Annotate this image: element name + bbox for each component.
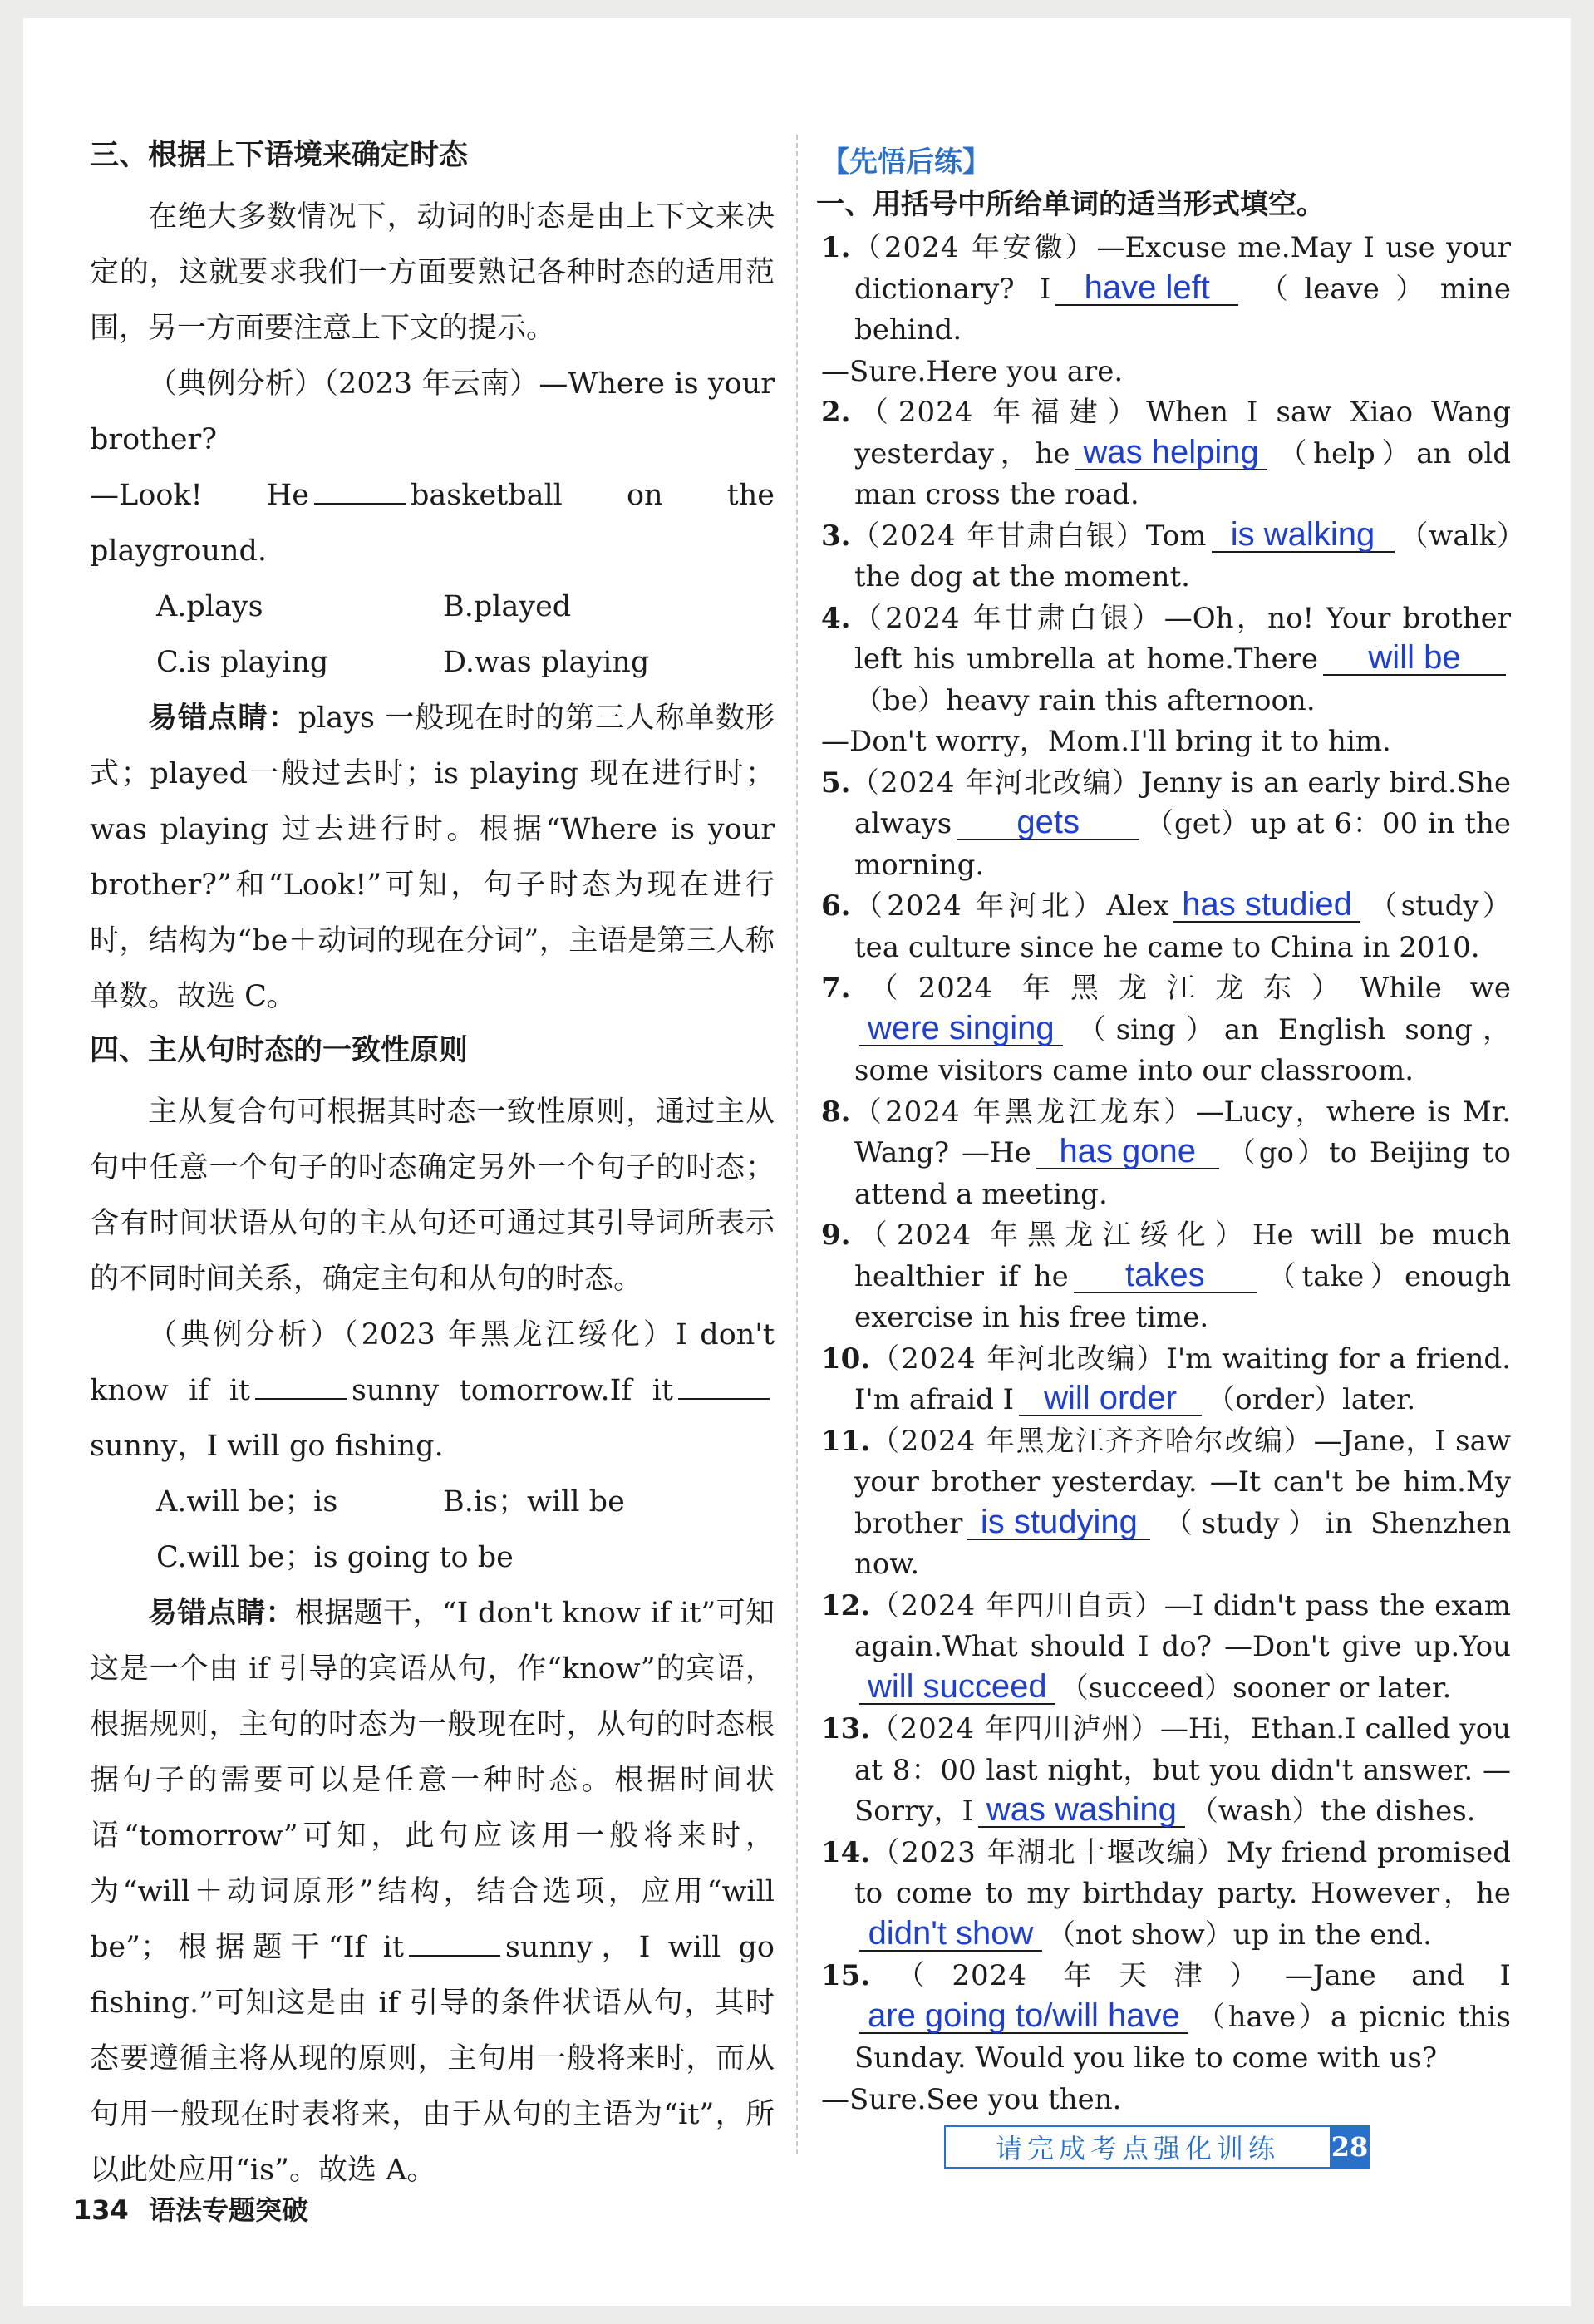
tip1	[90, 691, 775, 1025]
example2-question	[90, 1307, 775, 1475]
example2-options-row2	[90, 1530, 775, 1586]
question-source: （2023 年湖北十堰改编）	[870, 1835, 1227, 1869]
question-source: （2024 年黑龙江龙东）	[850, 972, 1360, 1005]
tip2-label: 易错点睛：	[148, 1597, 295, 1630]
question-text-after: （go）to Beijing to attend a meeting.	[854, 1136, 1511, 1211]
exercise-title: 一、用括号中所给单词的适当形式填空。	[816, 188, 1325, 221]
question-text-before: While we	[1360, 972, 1511, 1005]
question-source: （2024 年天津）	[870, 1959, 1285, 1992]
answer-blank[interactable]: is studying	[967, 1505, 1150, 1540]
option2-a: A.will be；is	[156, 1485, 338, 1519]
question-number: 11.	[821, 1424, 871, 1458]
question-text-before: —Jane，I saw your brother yesterday. —It can't be him.My brother	[854, 1424, 1511, 1540]
question-item	[821, 1421, 1511, 1586]
question-text-before: Alex	[1106, 889, 1169, 923]
question-number: 5.	[821, 766, 851, 800]
question-item	[821, 1339, 1511, 1421]
question-text-after: （not show）up in the end.	[1047, 1918, 1432, 1952]
answer-blank[interactable]: are going to/will have	[859, 1999, 1188, 2034]
question-text-after: （order）later.	[1207, 1383, 1416, 1416]
question-text-before: —Hi，Ethan.I called you at 8：00 last night，but you didn't answer. —Sorry，I	[854, 1712, 1511, 1828]
tip2-text-b: sunny，I will go fishing.”可知这是由 if 引导的条件状语从句，其时态要遵循主将从现的原则，主句用一般将来时，而从句用一般现在时表将来，由于从句的主语为“it”，所以此处应用“is”。故选 A。	[90, 1931, 775, 2187]
training-banner	[944, 2125, 1370, 2169]
question-text-before: He will be much healthier if he	[854, 1219, 1511, 1293]
question-number: 9.	[821, 1219, 851, 1252]
question-item	[821, 392, 1511, 516]
example2-c: sunny，I will go fishing.	[90, 1430, 444, 1463]
question-item	[821, 886, 1511, 968]
left-column	[90, 135, 775, 2198]
tip1-label: 易错点睛：	[148, 702, 298, 735]
right-column	[816, 143, 1512, 2120]
question-reply: —Sure.See you then.	[821, 2082, 1122, 2116]
example2-blank2	[678, 1376, 770, 1400]
answer-blank[interactable]: didn't show	[859, 1917, 1042, 1952]
question-text-after: （take）enough exercise in his free time.	[854, 1259, 1511, 1334]
page-number: 134	[73, 2194, 129, 2226]
answer-blank[interactable]: was washing	[978, 1793, 1185, 1828]
question-item	[821, 968, 1511, 1092]
question-source: （2024 年河北）	[850, 889, 1107, 923]
option-c: C.is playing	[156, 646, 329, 679]
banner-text: 请完成考点强化训练	[995, 2133, 1280, 2164]
example1-options-row1	[90, 579, 775, 635]
section3-intro: 在绝大多数情况下，动词的时态是由上下文来决定的，这就要求我们一方面要熟记各种时态的适用范围，另一方面要注意上下文的提示。	[90, 200, 775, 345]
example2-blank1	[255, 1376, 347, 1400]
answer-blank[interactable]: will be	[1323, 641, 1506, 676]
question-text-after: （be）heavy rain this afternoon.	[854, 683, 1316, 717]
example1-sentence-b: basketball on the playground.	[90, 479, 775, 568]
question-source: （2024 年甘肃白银）	[850, 519, 1146, 553]
answer-blank[interactable]: has gone	[1036, 1135, 1219, 1169]
question-number: 1.	[821, 231, 851, 264]
question-item	[821, 1709, 1511, 1833]
question-text-after: （sing）an English song，some visitors came into our classroom.	[854, 1012, 1511, 1087]
question-list	[821, 228, 1511, 2120]
question-text-after: （walk）the dog at the moment.	[854, 519, 1511, 593]
example2-b: sunny tomorrow.If it	[351, 1374, 673, 1407]
example2-a: （典例分析）（2023 年黑龙江绥化）I don't know if it	[90, 1318, 775, 1407]
example1-question: （典例分析）（2023 年云南）—Where is your brother?	[90, 367, 775, 456]
tip2-text-a: 根据题干，“I don't know if it”可知这是一个由 if 引导的宾语从句，作“know”的宾语，根据规则，主句的时态为一般现在时，从句的时态根据句子的需要可以是任意一种时态。根据时间状语“tomorrow”可知，此句应该用一般将来时，为“will＋动词原形”结构，结合选项，应用“will be”；根据题干“If it	[90, 1597, 775, 1964]
question-source: （2024 年黑龙江齐齐哈尔改编）	[870, 1424, 1314, 1458]
option-b: B.played	[443, 590, 572, 623]
answer-blank[interactable]: gets	[957, 805, 1139, 840]
question-text-before: —Jane and I	[1284, 1959, 1511, 1992]
option2-b: B.is；will be	[443, 1485, 625, 1519]
question-source: （2024 年福建）	[850, 396, 1147, 429]
question-number: 10.	[821, 1342, 871, 1376]
example1-blank	[314, 481, 406, 505]
question-reply: —Don't worry，Mom.I'll bring it to him.	[821, 725, 1391, 758]
question-item	[821, 1092, 1511, 1216]
question-text-after: （succeed）sooner or later.	[1060, 1671, 1452, 1705]
question-number: 15.	[821, 1959, 871, 1992]
question-text-after: （leave）mine behind.	[854, 272, 1511, 347]
question-source: （2024 年黑龙江龙东）	[850, 1095, 1196, 1129]
question-text-after: （help）an old man cross the road.	[854, 436, 1511, 511]
option2-c: C.will be；is going to be	[156, 1541, 514, 1574]
question-number: 3.	[821, 519, 851, 553]
question-item	[821, 1586, 1511, 1710]
option-d: D.was playing	[443, 646, 650, 679]
question-reply: —Sure.Here you are.	[821, 354, 1124, 388]
question-text-before: My friend promised to come to my birthday party. However，he	[854, 1835, 1511, 1910]
question-text-before: —Lucy，where is Mr. Wang? —He	[854, 1095, 1511, 1169]
practice-tag: 【先悟后练】	[821, 145, 991, 179]
question-source: （2024 年四川泸州）	[870, 1712, 1160, 1745]
question-item	[821, 763, 1511, 887]
section3-title: 三、根据上下语境来确定时态	[90, 139, 469, 172]
question-source: （2024 年河北改编）	[850, 766, 1142, 800]
question-text-after: （get）up at 6：00 in the morning.	[854, 807, 1511, 882]
question-item	[821, 598, 1511, 763]
section4-intro: 主从复合句可根据其时态一致性原则，通过主从句中任意一个句子的时态确定另外一个句子的时态；含有时间状语从句的主从句还可通过其引导词所表示的不同时间关系，确定主句和从句的时态。	[90, 1096, 775, 1296]
answer-blank[interactable]: have left	[1055, 271, 1238, 306]
answer-blank[interactable]: will succeed	[859, 1670, 1055, 1705]
question-text-before: —I didn't pass the exam again.What should I do? —Don't give up.You	[854, 1588, 1511, 1663]
banner-number: 28	[1330, 2127, 1370, 2167]
question-number: 6.	[821, 889, 851, 923]
question-number: 12.	[821, 1588, 871, 1622]
question-text-before: —Excuse me.May I use your dictionary? I	[854, 231, 1512, 306]
question-source: （2024 年甘肃白银）	[850, 601, 1164, 635]
example1-options-row2	[90, 635, 775, 691]
question-number: 4.	[821, 601, 851, 635]
footer-title: 语法专题突破	[148, 2194, 308, 2226]
question-item	[821, 1956, 1511, 2120]
example2-options-row1	[90, 1475, 775, 1530]
answer-blank[interactable]: will order	[1019, 1381, 1202, 1416]
example1-sentence-a: —Look! He	[90, 479, 309, 512]
answer-blank[interactable]: has studied	[1173, 888, 1360, 923]
question-text-after: （study）in Shenzhen now.	[854, 1506, 1511, 1581]
question-number: 14.	[821, 1835, 871, 1869]
question-text-before: Jenny is an early bird.She always	[854, 766, 1511, 840]
question-source: （2024 年黑龙江绥化）	[850, 1219, 1252, 1252]
column-divider	[796, 135, 798, 2154]
question-text-before: I'm waiting for a friend. I'm afraid I	[854, 1342, 1511, 1416]
answer-blank[interactable]: were singing	[859, 1012, 1063, 1046]
section4-title: 四、主从句时态的一致性原则	[90, 1034, 469, 1067]
question-number: 2.	[821, 396, 851, 429]
question-number: 13.	[821, 1712, 871, 1745]
answer-blank[interactable]: takes	[1074, 1258, 1257, 1293]
option-a: A.plays	[156, 590, 263, 623]
tip2	[90, 1586, 775, 2198]
question-item	[821, 1215, 1511, 1339]
example1-sentence	[90, 468, 775, 579]
question-item	[821, 1833, 1511, 1957]
question-number: 7.	[821, 972, 851, 1005]
question-item	[821, 516, 1511, 598]
tip2-blank	[409, 1933, 500, 1957]
question-source: （2024 年安徽）	[850, 231, 1097, 264]
page-footer	[73, 2189, 308, 2228]
question-text-after: （have）a picnic this Sunday. Would you like to come with us?	[854, 2000, 1511, 2075]
question-source: （2024 年四川自贡）	[870, 1588, 1164, 1622]
question-text-before: —Oh，no! Your brother left his umbrella at home.There	[854, 601, 1511, 676]
question-number: 8.	[821, 1095, 851, 1129]
page	[23, 18, 1571, 2306]
tip1-text: plays 一般现在时的第三人称单数形式；played一般过去时；is playing 现在进行时；was playing 过去进行时。根据“Where is your brother?”和“Look!”可知，句子时态为现在进行时，结构为“be＋动词的现在分词”，主语是第三人称单数。故选 C。	[90, 702, 775, 1013]
answer-blank[interactable]: was helping	[1075, 436, 1267, 470]
question-text-before: Tom	[1145, 519, 1207, 553]
question-item	[821, 228, 1511, 392]
answer-blank[interactable]: is walking	[1212, 518, 1395, 553]
question-text-after: （wash）the dishes.	[1189, 1795, 1476, 1828]
question-source: （2024 年河北改编）	[870, 1342, 1167, 1376]
question-text-after: （study）tea culture since he came to China in 2010.	[854, 889, 1511, 964]
question-text-before: When I saw Xiao Wang yesterday，he	[854, 396, 1511, 470]
